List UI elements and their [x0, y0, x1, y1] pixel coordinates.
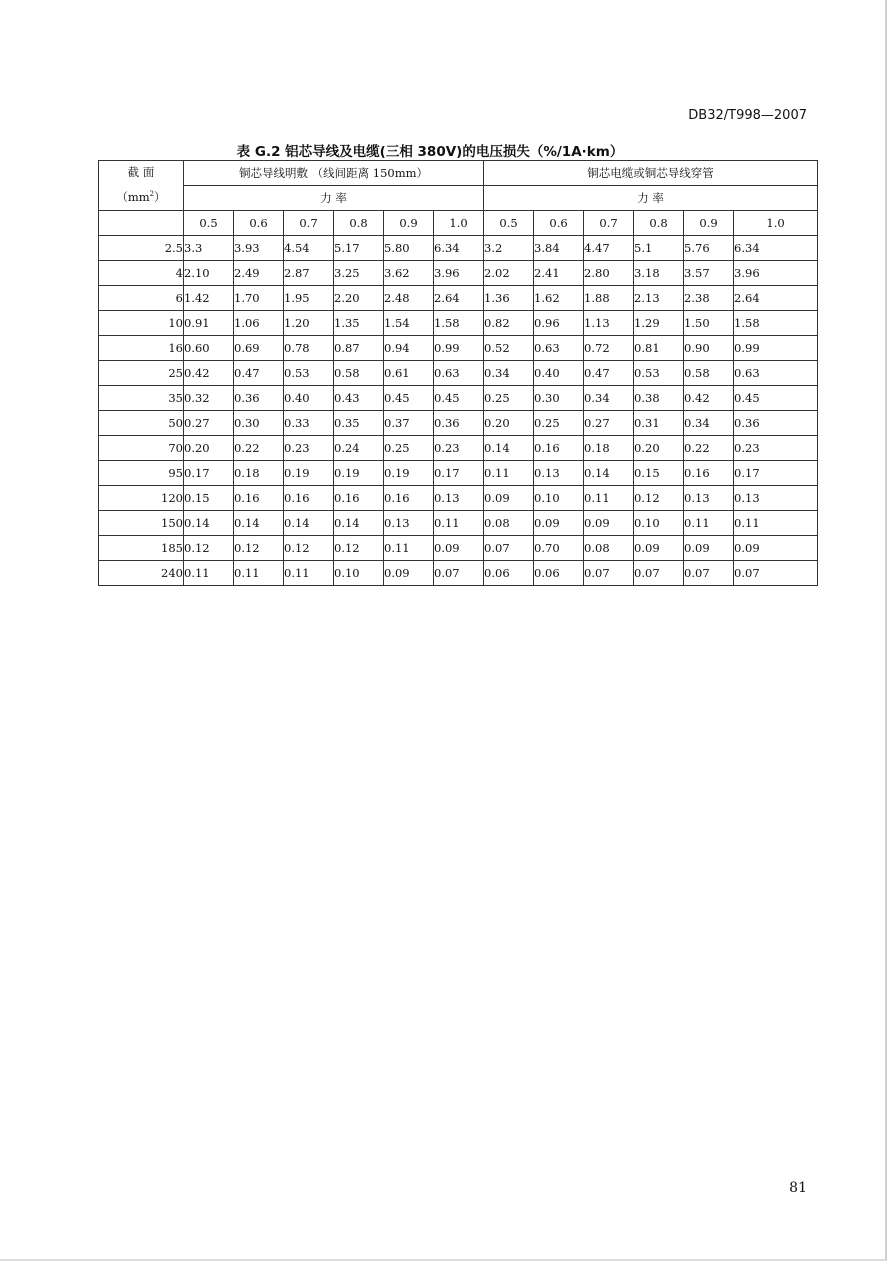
group1-value-cell: 6.34: [434, 236, 484, 261]
section-header-blank: [99, 211, 184, 236]
group2-value-cell: 1.13: [584, 311, 634, 336]
group2-value-cell: 0.15: [634, 461, 684, 486]
group2-value-cell: 3.18: [634, 261, 684, 286]
table-row: [99, 436, 818, 461]
group2-value-cell: 2.38: [684, 286, 734, 311]
group2-value-cell: 0.63: [734, 361, 818, 386]
group2-value-cell: 0.23: [734, 436, 818, 461]
group2-value-cell: 0.17: [734, 461, 818, 486]
group1-value-cell: 5.17: [334, 236, 384, 261]
group1-value-cell: 0.23: [434, 436, 484, 461]
group2-value-cell: 0.08: [484, 511, 534, 536]
voltage-loss-table: [98, 160, 818, 586]
group1-value-cell: 0.13: [384, 511, 434, 536]
section-cell: 2.5: [99, 236, 184, 261]
group2-value-cell: 2.41: [534, 261, 584, 286]
pf-value: 0.8: [334, 211, 384, 236]
group1-value-cell: 0.19: [384, 461, 434, 486]
group2-value-cell: 0.09: [634, 536, 684, 561]
group1-value-cell: 0.42: [184, 361, 234, 386]
group2-value-cell: 0.11: [684, 511, 734, 536]
group2-value-cell: 0.18: [584, 436, 634, 461]
pf-value: 0.8: [634, 211, 684, 236]
group2-value-cell: 0.52: [484, 336, 534, 361]
group1-value-cell: 0.47: [234, 361, 284, 386]
group1-value-cell: 0.43: [334, 386, 384, 411]
pf-value: 0.7: [284, 211, 334, 236]
group2-value-cell: 0.34: [584, 386, 634, 411]
group2-value-cell: 0.07: [484, 536, 534, 561]
group1-value-cell: 0.16: [284, 486, 334, 511]
group2-value-cell: 0.09: [534, 511, 584, 536]
group1-value-cell: 0.69: [234, 336, 284, 361]
table-row: [99, 511, 818, 536]
group2-value-cell: 1.58: [734, 311, 818, 336]
group2-value-cell: 0.20: [634, 436, 684, 461]
group2-value-cell: 0.13: [534, 461, 584, 486]
group2-value-cell: 2.64: [734, 286, 818, 311]
group1-value-cell: 1.42: [184, 286, 234, 311]
table-row: [99, 361, 818, 386]
group2-value-cell: 2.02: [484, 261, 534, 286]
group2-value-cell: 0.06: [534, 561, 584, 586]
table-row: [99, 411, 818, 436]
group2-value-cell: 0.36: [734, 411, 818, 436]
group1-value-cell: 0.36: [234, 386, 284, 411]
group1-value-cell: 0.14: [234, 511, 284, 536]
pf-value: 0.9: [384, 211, 434, 236]
section-header: [99, 161, 184, 211]
group1-value-cell: 0.22: [234, 436, 284, 461]
group2-value-cell: 0.40: [534, 361, 584, 386]
group1-value-cell: 0.12: [184, 536, 234, 561]
group2-value-cell: 0.34: [484, 361, 534, 386]
group1-value-cell: 0.16: [384, 486, 434, 511]
group1-value-cell: 0.09: [384, 561, 434, 586]
group1-value-cell: 1.20: [284, 311, 334, 336]
section-cell: 25: [99, 361, 184, 386]
group1-value-cell: 0.11: [234, 561, 284, 586]
section-cell: 70: [99, 436, 184, 461]
group2-value-cell: 0.13: [734, 486, 818, 511]
group1-value-cell: 1.06: [234, 311, 284, 336]
group2-value-cell: 0.27: [584, 411, 634, 436]
group2-value-cell: 0.30: [534, 386, 584, 411]
group1-value-cell: 0.11: [434, 511, 484, 536]
group2-value-cell: 0.09: [734, 536, 818, 561]
group2-value-cell: 0.31: [634, 411, 684, 436]
group1-value-cell: 0.12: [334, 536, 384, 561]
group1-value-cell: 0.23: [284, 436, 334, 461]
section-header-label: 截 面: [127, 165, 155, 179]
group1-value-cell: 0.40: [284, 386, 334, 411]
group2-value-cell: 0.25: [484, 386, 534, 411]
section-cell: 6: [99, 286, 184, 311]
group2-value-cell: 6.34: [734, 236, 818, 261]
section-cell: 185: [99, 536, 184, 561]
group2-value-cell: 0.47: [584, 361, 634, 386]
group2-value-cell: 1.88: [584, 286, 634, 311]
group1-value-cell: 2.10: [184, 261, 234, 286]
group2-value-cell: 3.84: [534, 236, 584, 261]
group1-value-cell: 0.14: [284, 511, 334, 536]
table-row: [99, 286, 818, 311]
group1-value-cell: 0.53: [284, 361, 334, 386]
group2-value-cell: 0.34: [684, 411, 734, 436]
group2-value-cell: 0.07: [634, 561, 684, 586]
group2-header: 铜芯电缆或铜芯导线穿管: [484, 161, 818, 186]
group1-value-cell: 0.33: [284, 411, 334, 436]
group2-value-cell: 0.09: [484, 486, 534, 511]
pf-value: 0.5: [484, 211, 534, 236]
group2-value-cell: 0.90: [684, 336, 734, 361]
group1-value-cell: 0.14: [184, 511, 234, 536]
table-row: [99, 536, 818, 561]
group2-value-cell: 1.50: [684, 311, 734, 336]
group1-value-cell: 0.19: [284, 461, 334, 486]
group2-value-cell: 1.62: [534, 286, 584, 311]
group2-value-cell: 2.80: [584, 261, 634, 286]
section-cell: 16: [99, 336, 184, 361]
group1-value-cell: 3.3: [184, 236, 234, 261]
group2-value-cell: 0.58: [684, 361, 734, 386]
group1-value-cell: 0.78: [284, 336, 334, 361]
pf-value: 0.5: [184, 211, 234, 236]
group1-value-cell: 0.11: [284, 561, 334, 586]
table-row: [99, 561, 818, 586]
group1-value-cell: 0.07: [434, 561, 484, 586]
group1-value-cell: 0.25: [384, 436, 434, 461]
group2-value-cell: 2.13: [634, 286, 684, 311]
group1-value-cell: 0.94: [384, 336, 434, 361]
group1-value-cell: 0.30: [234, 411, 284, 436]
table-row: [99, 461, 818, 486]
group1-value-cell: 5.80: [384, 236, 434, 261]
group2-value-cell: 0.07: [734, 561, 818, 586]
group2-value-cell: 3.2: [484, 236, 534, 261]
section-unit-sup: 2: [149, 190, 155, 198]
group2-value-cell: 0.22: [684, 436, 734, 461]
group2-value-cell: 0.63: [534, 336, 584, 361]
group1-value-cell: 0.20: [184, 436, 234, 461]
group2-value-cell: 0.20: [484, 411, 534, 436]
group2-value-cell: 0.14: [484, 436, 534, 461]
group1-value-cell: 0.19: [334, 461, 384, 486]
group1-value-cell: 0.91: [184, 311, 234, 336]
group2-value-cell: 0.16: [534, 436, 584, 461]
pf-value: 0.6: [534, 211, 584, 236]
pf-value: 0.9: [684, 211, 734, 236]
group2-value-cell: 0.53: [634, 361, 684, 386]
table-row: [99, 486, 818, 511]
group1-value-cell: 0.24: [334, 436, 384, 461]
group1-value-cell: 0.18: [234, 461, 284, 486]
table-row: [99, 311, 818, 336]
group1-value-cell: 3.62: [384, 261, 434, 286]
group1-value-cell: 0.10: [334, 561, 384, 586]
group1-value-cell: 0.15: [184, 486, 234, 511]
group1-value-cell: 0.11: [384, 536, 434, 561]
table-row: [99, 261, 818, 286]
group1-header: 铜芯导线明敷 （线间距离 150mm）: [184, 161, 484, 186]
group2-value-cell: 0.08: [584, 536, 634, 561]
group2-value-cell: 0.16: [684, 461, 734, 486]
table-body: [99, 236, 818, 586]
group2-value-cell: 0.82: [484, 311, 534, 336]
section-unit-open: （mm: [116, 189, 150, 204]
group1-value-cell: 3.93: [234, 236, 284, 261]
group1-value-cell: 2.48: [384, 286, 434, 311]
group1-value-cell: 0.27: [184, 411, 234, 436]
group1-value-cell: 3.96: [434, 261, 484, 286]
group2-value-cell: 0.72: [584, 336, 634, 361]
group1-pf-label: 力 率: [184, 186, 484, 211]
group1-value-cell: 0.99: [434, 336, 484, 361]
group1-value-cell: 0.37: [384, 411, 434, 436]
group2-value-cell: 0.96: [534, 311, 584, 336]
group2-value-cell: 0.38: [634, 386, 684, 411]
group1-value-cell: 0.32: [184, 386, 234, 411]
group2-value-cell: 0.10: [534, 486, 584, 511]
group2-value-cell: 0.42: [684, 386, 734, 411]
group1-value-cell: 0.09: [434, 536, 484, 561]
group2-value-cell: 0.09: [584, 511, 634, 536]
group2-pf-label: 力 率: [484, 186, 818, 211]
group1-value-cell: 4.54: [284, 236, 334, 261]
group1-value-cell: 0.35: [334, 411, 384, 436]
group1-value-cell: 0.87: [334, 336, 384, 361]
group1-value-cell: 2.49: [234, 261, 284, 286]
group2-value-cell: 0.07: [684, 561, 734, 586]
table-row: [99, 236, 818, 261]
group2-value-cell: 5.76: [684, 236, 734, 261]
group1-value-cell: 0.58: [334, 361, 384, 386]
group1-value-cell: 0.45: [384, 386, 434, 411]
group2-value-cell: 0.25: [534, 411, 584, 436]
group2-value-cell: 0.12: [634, 486, 684, 511]
group2-value-cell: 0.81: [634, 336, 684, 361]
section-cell: 35: [99, 386, 184, 411]
group2-value-cell: 0.11: [484, 461, 534, 486]
group1-value-cell: 0.60: [184, 336, 234, 361]
group1-value-cell: 2.87: [284, 261, 334, 286]
pf-value: 1.0: [434, 211, 484, 236]
group1-value-cell: 0.45: [434, 386, 484, 411]
group1-value-cell: 0.11: [184, 561, 234, 586]
table-title: 表 G.2 铝芯导线及电缆(三相 380V)的电压损失（%/1A·km）: [236, 144, 624, 160]
group2-value-cell: 0.10: [634, 511, 684, 536]
table-row: [99, 336, 818, 361]
group2-value-cell: 1.36: [484, 286, 534, 311]
group2-value-cell: 0.07: [584, 561, 634, 586]
page-number: 81: [789, 1180, 807, 1196]
group1-value-cell: 3.25: [334, 261, 384, 286]
group2-value-cell: 0.99: [734, 336, 818, 361]
group1-value-cell: 0.61: [384, 361, 434, 386]
pf-value: 0.6: [234, 211, 284, 236]
section-cell: 240: [99, 561, 184, 586]
group1-value-cell: 0.17: [184, 461, 234, 486]
section-cell: 95: [99, 461, 184, 486]
group1-value-cell: 0.13: [434, 486, 484, 511]
standard-code: DB32/T998—2007: [688, 108, 807, 123]
group2-value-cell: 3.96: [734, 261, 818, 286]
group1-value-cell: 0.16: [334, 486, 384, 511]
group1-value-cell: 1.54: [384, 311, 434, 336]
pf-value: 0.7: [584, 211, 634, 236]
section-cell: 10: [99, 311, 184, 336]
group2-value-cell: 0.13: [684, 486, 734, 511]
group1-value-cell: 0.16: [234, 486, 284, 511]
group1-value-cell: 0.36: [434, 411, 484, 436]
section-cell: 4: [99, 261, 184, 286]
group1-value-cell: 1.35: [334, 311, 384, 336]
group2-value-cell: 5.1: [634, 236, 684, 261]
group1-value-cell: 1.58: [434, 311, 484, 336]
group2-value-cell: 1.29: [634, 311, 684, 336]
group1-value-cell: 1.95: [284, 286, 334, 311]
group2-value-cell: 0.11: [584, 486, 634, 511]
section-cell: 50: [99, 411, 184, 436]
group2-value-cell: 0.14: [584, 461, 634, 486]
group2-value-cell: 0.09: [684, 536, 734, 561]
group1-value-cell: 1.70: [234, 286, 284, 311]
group1-value-cell: 0.12: [284, 536, 334, 561]
group2-value-cell: 0.06: [484, 561, 534, 586]
pf-value: 1.0: [734, 211, 818, 236]
table-row: [99, 386, 818, 411]
pf-values-row: [99, 211, 818, 236]
group1-value-cell: 0.12: [234, 536, 284, 561]
group2-value-cell: 0.45: [734, 386, 818, 411]
group2-value-cell: 0.11: [734, 511, 818, 536]
group2-value-cell: 0.70: [534, 536, 584, 561]
group1-value-cell: 2.20: [334, 286, 384, 311]
group1-value-cell: 2.64: [434, 286, 484, 311]
section-cell: 150: [99, 511, 184, 536]
section-cell: 120: [99, 486, 184, 511]
group1-value-cell: 0.63: [434, 361, 484, 386]
group1-value-cell: 0.17: [434, 461, 484, 486]
group2-value-cell: 3.57: [684, 261, 734, 286]
section-unit-close: ）: [154, 189, 166, 204]
group2-value-cell: 4.47: [584, 236, 634, 261]
group1-value-cell: 0.14: [334, 511, 384, 536]
